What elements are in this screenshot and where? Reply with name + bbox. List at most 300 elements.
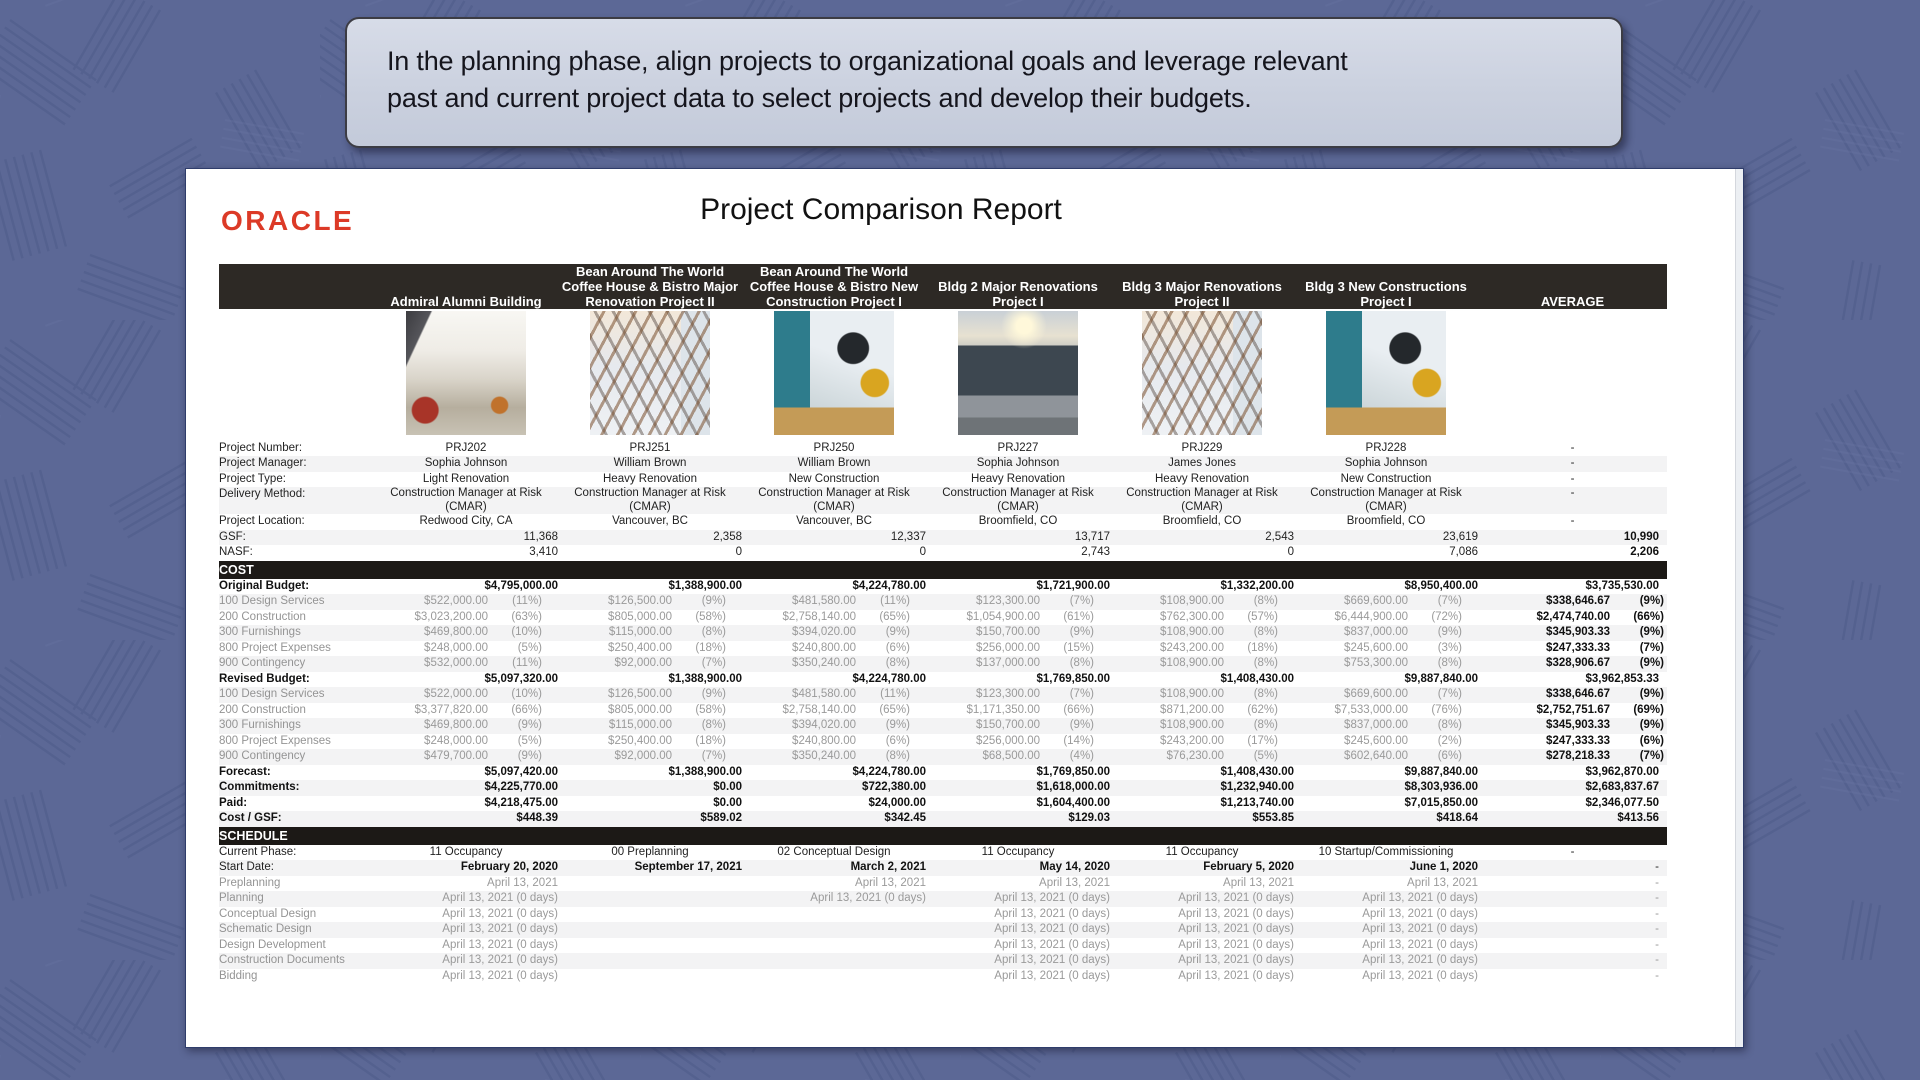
amount: $150,700.00 <box>976 719 1040 731</box>
amount-with-percent <box>1478 641 1667 657</box>
amount-with-percent <box>926 656 1110 672</box>
cell <box>1478 687 1667 703</box>
photo-cell <box>558 309 742 441</box>
cell: $8,950,400.00 <box>1404 579 1478 592</box>
cell: Vancouver, BC <box>796 515 872 527</box>
table-row <box>219 514 1667 530</box>
amount-with-percent <box>1478 594 1667 610</box>
cell: April 13, 2021 (0 days) <box>374 891 558 907</box>
amount-with-percent <box>1110 749 1294 765</box>
cell <box>1294 610 1478 626</box>
percent: (8%) <box>701 719 726 731</box>
percent: (5%) <box>1253 750 1278 762</box>
percent: (2%) <box>1437 734 1462 747</box>
percent: (4%) <box>1069 750 1094 762</box>
amount: $126,500.00 <box>608 688 672 700</box>
amount-with-percent <box>374 749 558 765</box>
cell: March 2, 2021 <box>742 860 926 876</box>
amount-with-percent <box>926 625 1110 641</box>
amount: $3,023,200.00 <box>414 610 488 623</box>
amount: $532,000.00 <box>424 657 488 669</box>
amount: $522,000.00 <box>424 595 488 607</box>
table-row <box>219 672 1667 688</box>
amount: $247,333.33 <box>1546 641 1610 654</box>
cell: April 13, 2021 (0 days) <box>1362 907 1478 920</box>
percent: (61%) <box>1063 610 1094 623</box>
cell: 11 Occupancy <box>1165 845 1239 858</box>
cell: 13,717 <box>926 530 1110 546</box>
cell: April 13, 2021 (0 days) <box>994 907 1110 920</box>
cell <box>1478 703 1667 719</box>
cell <box>1110 641 1294 657</box>
cell: $24,000.00 <box>868 796 926 809</box>
table-row <box>219 487 1667 514</box>
column-header: Bldg 3 Major Renovations Project II <box>1110 264 1294 309</box>
row-label: 200 Construction <box>219 703 306 716</box>
amount-with-percent <box>926 687 1110 703</box>
cell <box>558 891 742 907</box>
cell: 11,368 <box>374 530 558 546</box>
cell: $3,962,853.33 <box>1585 672 1659 685</box>
amount-with-percent <box>1294 703 1478 719</box>
amount: $123,300.00 <box>976 688 1040 700</box>
row-label: NASF: <box>219 546 253 558</box>
amount-with-percent <box>558 610 742 626</box>
row-label: Paid: <box>219 796 248 809</box>
amount-with-percent <box>374 656 558 672</box>
percent: (9%) <box>1069 626 1094 638</box>
cell <box>742 703 926 719</box>
cell: April 13, 2021 (0 days) <box>994 938 1110 951</box>
amount-with-percent <box>1110 687 1294 703</box>
cell <box>374 656 558 672</box>
cell: April 13, 2021 (0 days) <box>742 891 926 907</box>
cell: Broomfield, CO <box>1346 515 1426 527</box>
table-row <box>219 891 1667 907</box>
amount-with-percent <box>926 749 1110 765</box>
percent: (9%) <box>1639 688 1664 700</box>
cell <box>374 610 558 626</box>
amount: $256,000.00 <box>976 734 1040 747</box>
cell <box>558 876 742 892</box>
cell: $4,224,780.00 <box>852 765 926 778</box>
report-sheet <box>185 168 1744 1048</box>
cell: $1,618,000.00 <box>926 780 1110 796</box>
cell: Sophia Johnson <box>1294 456 1478 472</box>
cell <box>1110 718 1294 734</box>
percent: (9%) <box>1069 719 1094 731</box>
percent: (6%) <box>1437 750 1462 762</box>
table-row <box>219 811 1667 827</box>
amount-with-percent <box>558 749 742 765</box>
amount: $805,000.00 <box>608 610 672 623</box>
cell: $9,887,840.00 <box>1404 672 1478 685</box>
cell: $1,721,900.00 <box>1036 579 1110 592</box>
cell: April 13, 2021 (0 days) <box>374 953 558 969</box>
amount: $108,900.00 <box>1160 719 1224 731</box>
cell: Heavy Renovation <box>971 472 1065 485</box>
cell <box>374 594 558 610</box>
amount: $350,240.00 <box>792 657 856 669</box>
amount: $92,000.00 <box>614 750 672 762</box>
cell <box>1478 749 1667 765</box>
cell <box>1294 749 1478 765</box>
cell <box>926 641 1110 657</box>
cell: $1,769,850.00 <box>1036 765 1110 778</box>
amount-with-percent <box>1478 734 1667 750</box>
column-header: Bean Around The World Coffee House & Bistro New Construction Project I <box>742 264 926 309</box>
table-row <box>219 765 1667 781</box>
amount: $1,054,900.00 <box>966 610 1040 623</box>
cell <box>742 594 926 610</box>
percent: (7%) <box>1069 595 1094 607</box>
amount-with-percent <box>742 734 926 750</box>
cell: $129.03 <box>926 811 1110 827</box>
cell: $4,224,780.00 <box>852 672 926 685</box>
cell: $589.02 <box>558 811 742 827</box>
table-row <box>219 441 1667 457</box>
amount-with-percent <box>1478 610 1667 626</box>
percent: (9%) <box>1639 719 1664 731</box>
row-label: 300 Furnishings <box>219 718 374 734</box>
amount: $669,600.00 <box>1344 688 1408 700</box>
percent: (8%) <box>1437 657 1462 669</box>
cell: New Construction <box>1340 472 1432 485</box>
header-cell-empty <box>219 264 374 309</box>
amount: $245,600.00 <box>1344 641 1408 654</box>
amount-with-percent <box>742 687 926 703</box>
cell: PRJ251 <box>629 441 671 454</box>
cell: $7,015,850.00 <box>1404 796 1478 809</box>
cell <box>926 625 1110 641</box>
amount: $753,300.00 <box>1344 657 1408 669</box>
cell: - <box>1478 487 1667 514</box>
amount: $481,580.00 <box>792 595 856 607</box>
amount-with-percent <box>742 718 926 734</box>
cell: PRJ227 <box>997 441 1039 454</box>
amount: $126,500.00 <box>608 595 672 607</box>
cell: Redwood City, CA <box>419 515 513 527</box>
cell: - <box>1478 456 1667 472</box>
row-label: Revised Budget: <box>219 672 310 685</box>
amount-with-percent <box>1294 718 1478 734</box>
percent: (18%) <box>1247 641 1278 654</box>
page-title: Project Comparison Report <box>700 193 1062 226</box>
table-row <box>219 922 1667 938</box>
cell: Construction Manager at Risk (CMAR) <box>1110 487 1294 514</box>
percent: (5%) <box>517 641 542 654</box>
amount: $115,000.00 <box>608 719 672 731</box>
cell <box>558 938 742 954</box>
cell: Broomfield, CO <box>1162 515 1242 527</box>
amount: $469,800.00 <box>424 626 488 638</box>
cell: 0 <box>919 546 926 558</box>
cell <box>1110 610 1294 626</box>
amount-with-percent <box>742 703 926 719</box>
amount-with-percent <box>742 641 926 657</box>
row-label: Original Budget: <box>219 579 310 592</box>
amount: $3,377,820.00 <box>414 703 488 716</box>
cell: Broomfield, CO <box>978 515 1058 527</box>
cell <box>742 625 926 641</box>
cell: $413.56 <box>1478 811 1667 827</box>
percent: (62%) <box>1247 703 1278 716</box>
amount-with-percent <box>558 687 742 703</box>
percent: (69%) <box>1633 703 1664 716</box>
cell: - <box>1570 472 1575 485</box>
row-label: Delivery Method: <box>219 487 374 514</box>
row-label: 900 Contingency <box>219 656 374 672</box>
cell <box>1110 749 1294 765</box>
amount: $108,900.00 <box>1160 626 1224 638</box>
table-row <box>219 472 1667 488</box>
table-row <box>219 796 1667 812</box>
amount: $328,906.67 <box>1546 657 1610 669</box>
cell: $4,224,780.00 <box>852 579 926 592</box>
percent: (66%) <box>1633 610 1664 623</box>
column-header: AVERAGE <box>1478 264 1667 309</box>
cell: 12,337 <box>742 530 926 546</box>
amount-with-percent <box>1294 594 1478 610</box>
percent: (9%) <box>1639 657 1664 669</box>
cell: $1,388,900.00 <box>668 579 742 592</box>
cell <box>742 656 926 672</box>
amount-with-percent <box>374 734 558 750</box>
cell: $0.00 <box>713 796 742 809</box>
amount-with-percent <box>1110 625 1294 641</box>
amount-with-percent <box>558 625 742 641</box>
cell <box>1478 656 1667 672</box>
cell <box>742 969 926 985</box>
cell: April 13, 2021 (0 days) <box>926 891 1110 907</box>
cell: April 13, 2021 <box>855 876 926 889</box>
cell: April 13, 2021 (0 days) <box>442 969 558 982</box>
cell: $1,769,850.00 <box>1036 672 1110 685</box>
amount-with-percent <box>1478 625 1667 641</box>
cell: - <box>1570 845 1575 858</box>
cell: April 13, 2021 (0 days) <box>1110 891 1294 907</box>
cell <box>558 703 742 719</box>
amount-with-percent <box>742 625 926 641</box>
cell <box>926 734 1110 750</box>
cell: $4,795,000.00 <box>484 579 558 592</box>
amount-with-percent <box>1478 687 1667 703</box>
cell <box>374 641 558 657</box>
cell: April 13, 2021 (0 days) <box>994 969 1110 982</box>
cell <box>558 641 742 657</box>
cell: $1,332,200.00 <box>1220 579 1294 592</box>
cell: April 13, 2021 <box>487 876 558 889</box>
cell: April 13, 2021 (0 days) <box>374 922 558 938</box>
table-row <box>219 953 1667 969</box>
cell: $0.00 <box>558 780 742 796</box>
percent: (5%) <box>517 734 542 747</box>
callout-text-line1: In the planning phase, align projects to organizational goals and leverage relevant <box>387 46 1348 76</box>
row-label: Commitments: <box>219 780 374 796</box>
cell: - <box>1478 891 1667 907</box>
row-label: Design Development <box>219 938 326 951</box>
amount-with-percent <box>558 656 742 672</box>
percent: (7%) <box>701 750 726 762</box>
percent: (6%) <box>1639 734 1664 747</box>
percent: (9%) <box>701 688 726 700</box>
cell: $1,232,940.00 <box>1110 780 1294 796</box>
percent: (65%) <box>879 703 910 716</box>
percent: (8%) <box>1253 595 1278 607</box>
amount: $248,000.00 <box>424 641 488 654</box>
amount-with-percent <box>1110 594 1294 610</box>
amount: $76,230.00 <box>1166 750 1224 762</box>
cell <box>1294 687 1478 703</box>
amount: $805,000.00 <box>608 703 672 716</box>
cell <box>1110 594 1294 610</box>
row-label: Start Date: <box>219 860 374 876</box>
percent: (8%) <box>1253 626 1278 638</box>
row-label: Construction Documents <box>219 953 374 969</box>
percent: (7%) <box>1437 688 1462 700</box>
cell: Construction Manager at Risk (CMAR) <box>742 487 926 514</box>
amount: $240,800.00 <box>792 734 856 747</box>
cell: $2,346,077.50 <box>1585 796 1659 809</box>
percent: (9%) <box>1639 595 1664 607</box>
cell: April 13, 2021 (0 days) <box>1294 891 1478 907</box>
amount-with-percent <box>558 594 742 610</box>
amount-with-percent <box>926 718 1110 734</box>
table-row <box>219 579 1667 595</box>
percent: (7%) <box>1639 641 1664 654</box>
table-row <box>219 718 1667 734</box>
amount-with-percent <box>1110 703 1294 719</box>
photo-cell <box>374 309 558 441</box>
cell <box>742 718 926 734</box>
cell: - <box>1655 938 1659 951</box>
cell <box>1110 656 1294 672</box>
amount-with-percent <box>374 687 558 703</box>
percent: (18%) <box>695 734 726 747</box>
cell <box>926 594 1110 610</box>
amount-with-percent <box>1110 656 1294 672</box>
cell: February 5, 2020 <box>1110 860 1294 876</box>
photo-cell <box>742 309 926 441</box>
cell: New Construction <box>788 472 880 485</box>
percent: (14%) <box>1063 734 1094 747</box>
percent: (9%) <box>701 595 726 607</box>
amount: $871,200.00 <box>1160 703 1224 716</box>
cell: $4,225,770.00 <box>374 780 558 796</box>
cell <box>374 718 558 734</box>
amount: $278,218.33 <box>1546 750 1610 762</box>
amount-with-percent <box>742 610 926 626</box>
table-row <box>219 907 1667 923</box>
cell: Heavy Renovation <box>1155 472 1249 485</box>
cell: PRJ228 <box>1365 441 1407 454</box>
cell: $448.39 <box>374 811 558 827</box>
table-row <box>219 641 1667 657</box>
cell <box>742 938 926 954</box>
percent: (6%) <box>885 641 910 654</box>
row-label: Preplanning <box>219 876 281 889</box>
row-label: 300 Furnishings <box>219 625 374 641</box>
cell: 00 Preplanning <box>611 845 689 858</box>
percent: (17%) <box>1247 734 1278 747</box>
cell: Sophia Johnson <box>926 456 1110 472</box>
cell: - <box>1478 953 1667 969</box>
project-photo-cafe-interior <box>774 311 894 435</box>
cell: Construction Manager at Risk (CMAR) <box>374 487 558 514</box>
amount: $6,444,900.00 <box>1334 610 1408 623</box>
cell <box>374 703 558 719</box>
percent: (66%) <box>511 703 542 716</box>
cell: 11 Occupancy <box>981 845 1055 858</box>
amount-with-percent <box>374 641 558 657</box>
amount: $123,300.00 <box>976 595 1040 607</box>
amount: $602,640.00 <box>1344 750 1408 762</box>
row-label: Project Manager: <box>219 456 374 472</box>
cell: February 20, 2020 <box>374 860 558 876</box>
cell: $3,735,530.00 <box>1585 579 1659 592</box>
cell: - <box>1570 515 1575 527</box>
percent: (58%) <box>695 610 726 623</box>
cell <box>1294 718 1478 734</box>
amount-with-percent <box>558 734 742 750</box>
table-row <box>219 703 1667 719</box>
percent: (11%) <box>880 688 910 700</box>
cell: $1,213,740.00 <box>1220 796 1294 809</box>
table-row <box>219 845 1667 861</box>
cell: 0 <box>1287 546 1294 558</box>
cell: April 13, 2021 (0 days) <box>442 907 558 920</box>
cell <box>1478 594 1667 610</box>
percent: (8%) <box>1253 688 1278 700</box>
amount-with-percent <box>1478 749 1667 765</box>
cell: Vancouver, BC <box>612 515 688 527</box>
row-label: 200 Construction <box>219 610 306 623</box>
amount: $2,474,740.00 <box>1536 610 1610 623</box>
percent: (9%) <box>517 719 542 731</box>
cell: September 17, 2021 <box>558 860 742 876</box>
row-label: 900 Contingency <box>219 749 374 765</box>
cell: 10 Startup/Commissioning <box>1318 845 1454 858</box>
amount-with-percent <box>1478 656 1667 672</box>
column-header: Bean Around The World Coffee House & Bistro Major Renovation Project II <box>558 264 742 309</box>
percent: (8%) <box>1437 719 1462 731</box>
cell: James Jones <box>1110 456 1294 472</box>
cell: Light Renovation <box>422 472 510 485</box>
cell: $9,887,840.00 <box>1404 765 1478 778</box>
cell <box>374 734 558 750</box>
cell: 2,743 <box>1081 546 1110 558</box>
amount-with-percent <box>1478 703 1667 719</box>
amount: $837,000.00 <box>1344 719 1408 731</box>
percent: (7%) <box>701 657 726 669</box>
cell: $1,408,430.00 <box>1220 672 1294 685</box>
percent: (58%) <box>695 703 726 716</box>
percent: (15%) <box>1063 641 1094 654</box>
table-row <box>219 594 1667 610</box>
cell <box>1294 734 1478 750</box>
amount: $479,700.00 <box>424 750 488 762</box>
cell: April 13, 2021 <box>1407 876 1478 889</box>
vertical-scrollbar[interactable] <box>1735 169 1743 1047</box>
cell: PRJ229 <box>1181 441 1223 454</box>
table-row <box>219 969 1667 985</box>
amount-with-percent <box>1294 749 1478 765</box>
cell <box>1478 610 1667 626</box>
percent: (11%) <box>512 657 542 669</box>
cell: $1,388,900.00 <box>668 672 742 685</box>
amount: $245,600.00 <box>1344 734 1408 747</box>
cell <box>558 625 742 641</box>
